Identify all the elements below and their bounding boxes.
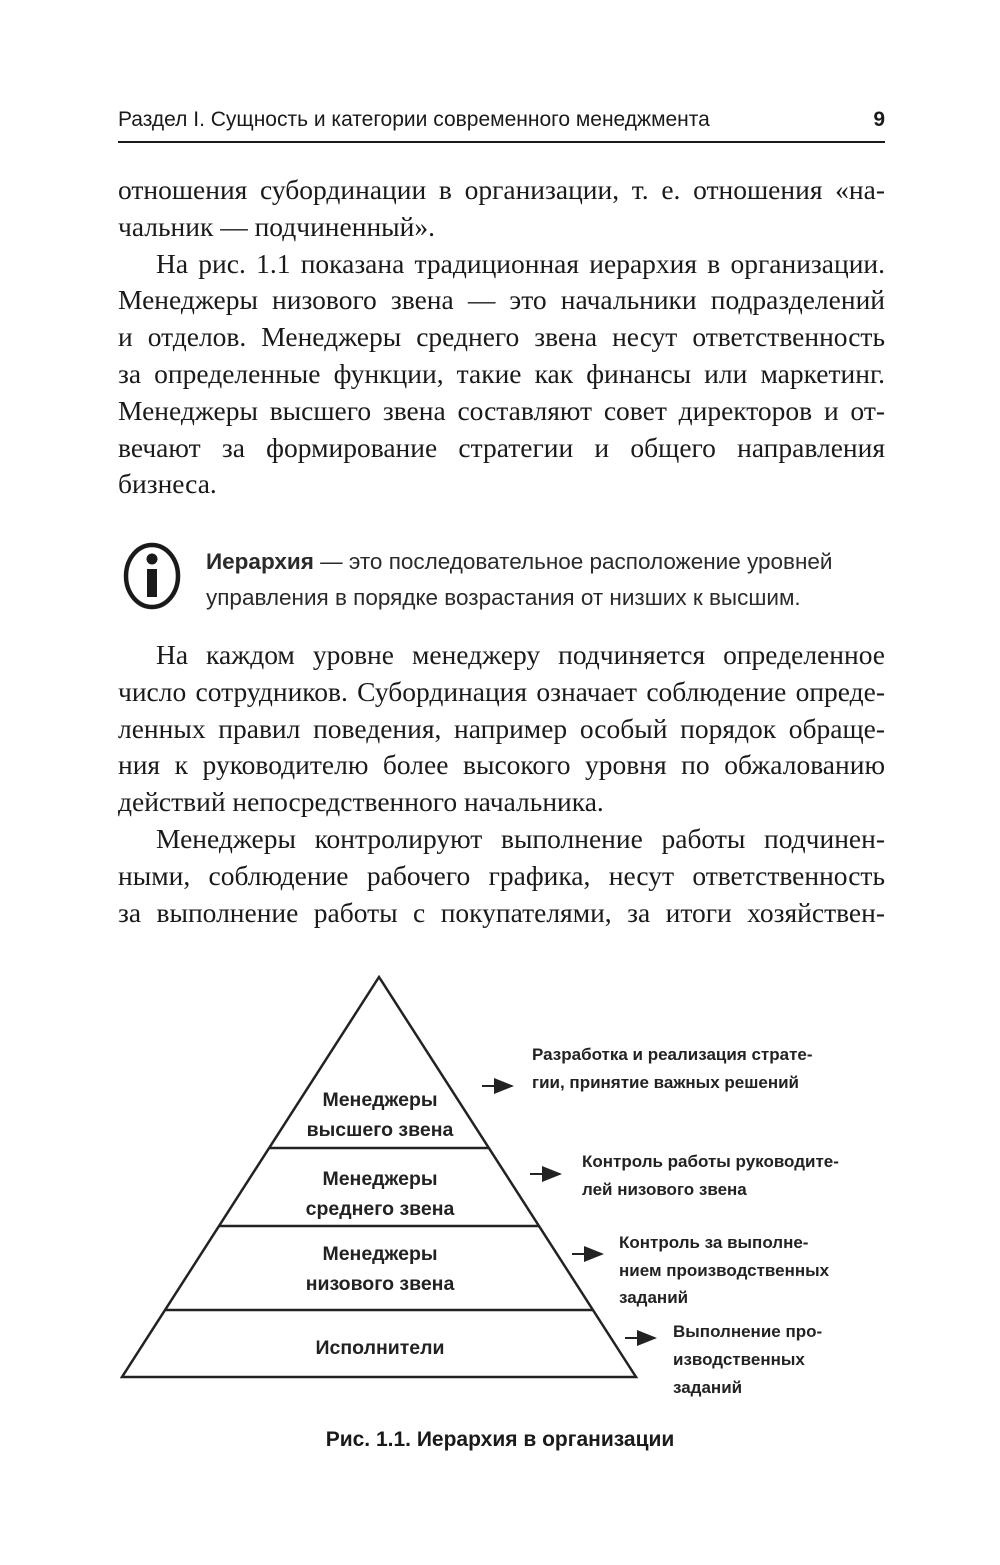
definition-dash: —: [313, 549, 349, 574]
text-line: ными, соблюдение рабочего графика, несут ответственность: [118, 859, 885, 891]
figure-caption: Рис. 1.1. Иерархия в организации: [325, 1428, 675, 1451]
level-label-executors: Исполнители: [315, 1337, 445, 1359]
level-label-lower: Менеджеры: [322, 1243, 438, 1265]
text-line: за определенные функции, такие как финансы или маркетинг.: [118, 357, 885, 389]
page-number: 9: [873, 108, 885, 131]
definition-term: Иерархия: [206, 549, 314, 574]
text-line: На рис. 1.1 показана традиционная иерархия в организации.: [156, 247, 885, 279]
text-line: действий непосредственного начальника.: [118, 786, 604, 818]
level-label-top: Менеджеры: [322, 1089, 438, 1111]
text-line: число сотрудников. Субординация означает соблюдение опреде-: [118, 675, 885, 707]
text-line: ленных правил поведения, например особый порядок обраще-: [118, 712, 885, 744]
level-label-middle: Менеджеры: [322, 1168, 438, 1190]
text-line: На каждом уровне менеджеру подчиняется определенное: [156, 639, 885, 670]
level-label-lower: низового звена: [305, 1273, 455, 1295]
level-description-middle: лей низового звена: [582, 1180, 747, 1199]
level-description-executors: изводственных: [673, 1350, 805, 1369]
level-description-lower: заданий: [619, 1288, 689, 1307]
text-line: ния к руководителю более высокого уровня по обжалованию: [118, 749, 885, 781]
level-description-top: Разработка и реализация страте-: [532, 1045, 813, 1064]
level-description-executors: заданий: [673, 1378, 743, 1397]
body-text-top: [118, 172, 885, 503]
level-label-middle: среднего звена: [305, 1198, 455, 1220]
text-line: Менеджеры высшего звена составляют совет директоров и от-: [118, 394, 885, 426]
level-description-executors: Выполнение про-: [673, 1322, 823, 1341]
definition-line-1: [206, 544, 896, 580]
definition-box: [118, 538, 888, 618]
text-line: отношения субординации в организации, т. е. отношения «на-: [118, 174, 885, 205]
hierarchy-pyramid-figure: [0, 960, 1000, 1420]
running-header: [118, 108, 885, 143]
info-icon: [122, 542, 186, 612]
text-line: Менеджеры контролируют выполнение работы подчинен-: [156, 822, 885, 854]
text-line: Менеджеры низового звена — это начальники подразделений: [118, 284, 885, 316]
definition-body: это последовательное расположение уровней: [348, 549, 833, 574]
text-line: бизнеса.: [118, 468, 217, 500]
definition-text: [206, 544, 896, 616]
level-label-top: высшего звена: [306, 1119, 454, 1141]
text-line: за выполнение работы с покупателями, за итоги хозяйствен-: [118, 896, 885, 928]
definition-line-2: управления в порядке возрастания от низших к высшим.: [206, 585, 801, 610]
level-description-lower: нием производственных: [619, 1261, 830, 1280]
running-header-title: Раздел I. Сущность и категории современного менеджмента: [118, 108, 710, 131]
body-text-bottom: [118, 637, 885, 931]
level-description-top: гии, принятие важных решений: [532, 1073, 800, 1092]
text-line: вечают за формирование стратегии и общего направления: [118, 431, 885, 463]
text-line: чальник — подчиненный».: [118, 210, 435, 242]
level-description-lower: Контроль за выполне-: [619, 1233, 809, 1252]
text-line: и отделов. Менеджеры среднего звена несут ответственность: [118, 321, 885, 353]
level-description-middle: Контроль работы руководите-: [582, 1152, 839, 1171]
